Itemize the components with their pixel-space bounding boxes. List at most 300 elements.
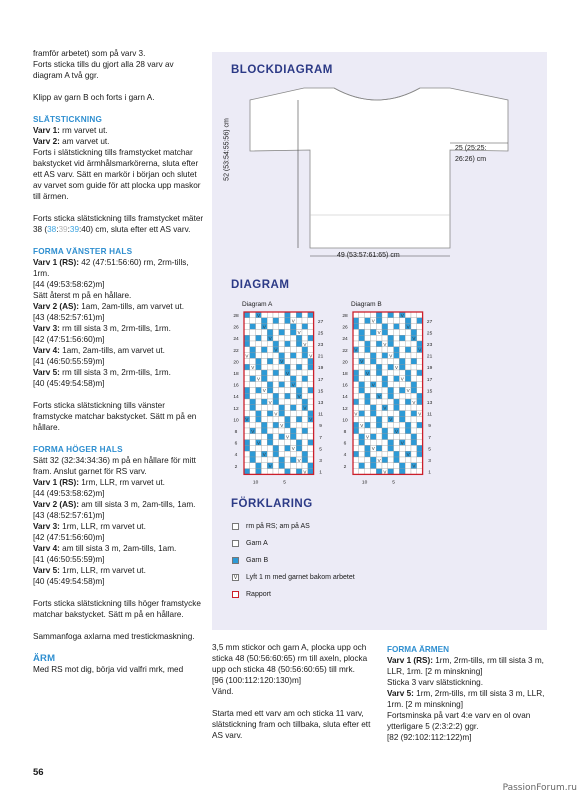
diagram-a-cell [285,405,291,411]
diagram-a-slip-symbol: V [297,330,301,336]
diagram-b-cell [376,434,382,440]
intro-text-2: Forts sticka tills du gjort alla 28 varv av diagram A två ggr. [33,60,174,80]
row-number-left: 20 [233,360,239,366]
diagram-a-cell [261,405,267,411]
diagram-a-cell [296,341,302,347]
diagram-a-cell [261,457,267,463]
diagram-a-cell [285,382,291,388]
diagram-a-cell [279,329,285,335]
diagram-a-cell [267,393,273,399]
diagram-b-cell [388,393,394,399]
row-number-right: 23 [426,343,433,348]
diagram-b-slip-symbol: V [412,463,416,469]
diagram-b-cell [365,324,371,330]
diagram-b-cell [417,382,423,388]
diagram-b-cell [359,312,365,318]
diagram-a-cell [302,382,308,388]
sweater-schematic [212,78,547,268]
diagram-b-cell [370,335,376,341]
diagram-b-cell [382,312,388,318]
diagram-a-cell [267,347,273,353]
diagram-b-cell [388,312,394,318]
diagram-b-cell [370,393,376,399]
diagram-b-cell [382,422,388,428]
diagram-a-cell [267,329,273,335]
diagram-b-cell [399,469,405,475]
diagram-b-cell [411,416,417,422]
diagram-a-cell [302,358,308,364]
row-number-right: 1 [428,470,431,476]
diagram-b-cell [394,370,400,376]
diagram-a-cell [244,318,250,324]
diagram-a-cell [296,434,302,440]
diagram-a-cell [279,451,285,457]
diagram-b-cell [376,335,382,341]
row-label: Varv 4: [33,544,60,553]
diagram-b-cell [405,329,411,335]
diagram-b-cell [382,364,388,370]
diagram-a-cell [273,457,279,463]
stitch-count: [44 (49:53:58:62)m] [33,280,105,289]
diagram-b-slip-symbol: V [418,347,422,353]
diagram-b-cell [388,347,394,353]
diagram-b-cell [376,428,382,434]
row-label: Varv 2 (AS): [33,302,79,311]
diagram-a-cell [290,451,296,457]
size-value: 39 [69,225,79,234]
row-label: Varv 2: [33,137,60,146]
diagram-b-cell [359,341,365,347]
diagram-b-cell [382,370,388,376]
diagram-b-slip-symbol: V [400,376,404,382]
diagram-b-cell [417,318,423,324]
diagram-a-slip-symbol: V [297,457,301,463]
diagram-b-slip-symbol: V [371,382,375,388]
legend-label: Lyft 1 m med garnet bakom arbetet [246,573,355,581]
diagram-a-slip-symbol: V [256,440,261,446]
diagram-a-cell [308,445,314,451]
diagram-a-cell [279,445,285,451]
diagram-a-cell [296,469,302,475]
diagram-a-cell [261,440,267,446]
diagram-a-cell [296,440,302,446]
diagram-b-cell [353,353,359,359]
diagram-b-cell [382,347,388,353]
diagram-b-cell [353,341,359,347]
diagram-a-cell [250,324,256,330]
diagram-b-cell [365,422,371,428]
row-number-left: 16 [233,383,239,389]
diagram-b-cell [411,440,417,446]
column-number: 5 [283,480,286,486]
diagram-a-cell [290,416,296,422]
diagram-a-cell [267,376,273,382]
diagram-a-cell [261,463,267,469]
diagram-a-cell [302,312,308,318]
diagram-a-label: Diagram A [242,301,273,308]
diagram-a-cell [267,422,273,428]
diagram-a-cell [250,445,256,451]
diagram-b-cell [359,370,365,376]
diagram-a-cell [273,405,279,411]
diagram-a-cell [273,399,279,405]
diagram-b-cell [365,382,371,388]
diagram-a-cell [267,324,273,330]
diagram-a-cell [308,457,314,463]
diagram-a-cell [261,353,267,359]
diagram-b-cell [359,434,365,440]
mid-text-1: 3,5 mm stickor och garn A, plocka upp och sticka 48 (50:56:60:65) rm till axeln, plocka upp och sticka 48 (50:56:60:65) till mrk. [212,643,368,674]
row-number-right: 11 [427,412,433,418]
row-number-left: 20 [342,360,348,366]
stitch-count: [41 (46:50:55:59)m] [33,357,105,366]
diagram-a-cell [244,405,250,411]
diagram-b-cell [370,416,376,422]
diagram-a-cell [244,387,250,393]
diagram-a-cell [279,370,285,376]
diagram-a-cell [296,445,302,451]
diagram-a-cell [256,353,262,359]
row-label: Varv 5: [33,368,60,377]
diagram-b-cell [370,428,376,434]
diagram-a-cell [296,353,302,359]
diagram-a-slip-symbol: V [309,417,313,423]
diagram-b-cell [388,370,394,376]
diagram-b-cell [399,318,405,324]
diagram-a-cell [256,341,262,347]
diagram-a-cell [290,335,296,341]
diagram-a-cell [256,428,262,434]
diagram-a-cell [256,393,262,399]
legend-item [232,555,268,565]
diagram-a-cell [296,318,302,324]
diagram-b-cell [370,422,376,428]
diagram-a-slip-symbol: V [285,370,290,376]
diagram-b-slip-symbol: V [406,452,410,457]
diagram-a-cell [308,428,314,434]
diagram-a-cell [308,341,314,347]
diagram-a-cell [308,318,314,324]
diagram-a-cell [290,405,296,411]
diagram-a-cell [244,324,250,330]
diagram-b-cell [353,440,359,446]
diagram-a-cell [267,370,273,376]
row-number-left: 4 [343,453,347,459]
legend-label: rm på RS; am på AS [246,522,310,530]
diagram-b-cell [382,335,388,341]
diagram-b-cell [411,445,417,451]
row-number-right: 19 [426,366,433,372]
diagram-a-cell [256,347,262,353]
size-value: 40 [81,225,91,234]
stitch-count: [43 (48:52:57:61)m] [33,511,105,520]
diagram-b-slip-symbol: V [394,365,399,370]
diagram-b-cell [382,445,388,451]
legend-item [232,572,355,582]
diagram-a-cell [302,411,308,417]
legend-swatch [232,523,239,530]
row-number-left: 4 [234,453,238,459]
diagram-b-cell [411,347,417,353]
diagram-a-cell [302,353,308,359]
section-text: Forts sticka slätstickning tills vänster framstycke matchar bakstycket. Sätt m på en hållare. [33,401,197,432]
diagram-b-cell [405,440,411,446]
diagram-a-cell [279,335,285,341]
diagram-b-cell [365,347,371,353]
diagram-b-slip-symbol: V [383,341,387,347]
diagram-b-cell [399,335,405,341]
legend-label: Rapport [246,590,271,598]
diagram-a-cell [296,387,302,393]
row-number-right: 27 [426,319,433,325]
diagram-a-cell [279,312,285,318]
diagram-b-cell [411,428,417,434]
diagram-a-cell [302,399,308,405]
diagram-b-slip-symbol: V [389,353,393,359]
diagram-a-cell [279,347,285,353]
diagram-b-cell [382,324,388,330]
diagram-b-cell [411,451,417,457]
diagram-b-cell [411,457,417,463]
diagram-a-cell [308,382,314,388]
diagram-a-cell [279,324,285,330]
diagram-a-cell [279,434,285,440]
diagram-a-cell [279,469,285,475]
diagram-b-cell [382,428,388,434]
stitch-count: [43 (48:52:57:61)m] [33,313,105,322]
diagram-a-cell [244,445,250,451]
diagram-b-cell [365,358,371,364]
diagram-a-cell [302,428,308,434]
diagram-b-cell [388,364,394,370]
diagram-a-cell [273,318,279,324]
diagram-b-cell [394,382,400,388]
diagram-b-cell [399,341,405,347]
stitch-count: [41 (46:50:55:59)m] [33,555,105,564]
diagram-b-slip-symbol: V [354,347,358,353]
diagram-a-cell [290,469,296,475]
diagram-a-cell [244,329,250,335]
row-number-right: 21 [317,354,324,360]
diagram-a-cell [290,347,296,353]
diagram-a-cell [261,341,267,347]
diagram-b-cell [353,416,359,422]
diagram-a-cell [279,463,285,469]
diagram-a-cell [285,364,291,370]
diagram-b-cell [365,335,371,341]
intro-text-3: Klipp av garn B och forts i garn A. [33,93,155,102]
diagram-b-cell [417,353,423,359]
diagram-a-cell [250,312,256,318]
diagram-a-cell [250,405,256,411]
diagram-a-cell [244,376,250,382]
row-number-right: 3 [428,459,431,464]
diagram-b-cell [365,399,371,405]
diagram-b-cell [405,463,411,469]
diagram-a-cell [285,393,291,399]
diagram-b-cell [388,411,394,417]
diagram-b-cell [353,422,359,428]
diagram-b-cell [388,469,394,475]
diagram-b-cell [388,434,394,440]
row-number-left: 18 [233,372,239,377]
row-text: 1am, 2am-tills, am varvet ut. [78,302,185,311]
diagram-b-cell [359,463,365,469]
diagram-a-cell [261,382,267,388]
row-label: Varv 1 (RS): [387,656,433,665]
diagram-b-cell [399,387,405,393]
row-number-right: 25 [317,331,324,337]
knitting-charts [212,300,547,495]
diagram-a-cell [250,370,256,376]
diagram-a-cell [261,411,267,417]
diagram-a-slip-symbol: V [256,312,261,318]
diagram-b-cell [370,324,376,330]
diagram-a-slip-symbol: V [268,463,272,469]
row-text: 1rm, LLR, rm varvet ut. [59,522,146,531]
diagram-a-cell [273,364,279,370]
diagram-a-cell [308,393,314,399]
diagram-a-cell [290,376,296,382]
row-number-left: 22 [342,348,348,354]
row-text: rm till sista 3 m, 2rm-tills, 1rm. [59,368,171,377]
diagram-a-slip-symbol: V [303,469,307,475]
diagram-b-cell [411,341,417,347]
diagram-b-cell [394,416,400,422]
diagram-a-slip-symbol: V [274,411,278,417]
diagram-b-cell [399,382,405,388]
diagram-b-cell [376,422,382,428]
diagram-a-cell [296,312,302,318]
diagram-a-cell [250,416,256,422]
diagram-b-cell [370,347,376,353]
diagram-a-cell [267,451,273,457]
diagram-a-cell [296,364,302,370]
diagram-b-cell [405,411,411,417]
diagram-a-cell [250,457,256,463]
sweater-outline [250,88,508,248]
diagram-a-cell [285,347,291,353]
diagram-a-cell [256,364,262,370]
diagram-a-cell [267,457,273,463]
diagram-b-cell [411,329,417,335]
diagram-a-cell [244,382,250,388]
diagram-b-cell [365,341,371,347]
diagram-b-cell [405,382,411,388]
row-number-left: 14 [233,395,239,401]
diagram-b-cell [370,329,376,335]
diagram-b-cell [411,358,417,364]
diagram-b-cell [417,335,423,341]
diagram-b-cell [417,416,423,422]
diagram-b-cell [417,341,423,347]
legend-swatch: V [233,574,238,581]
section-text: Med RS mot dig, börja vid valfri mrk, med [33,665,184,674]
diagram-b-cell [399,370,405,376]
diagram-b-cell [370,358,376,364]
diagram-b-slip-symbol: V [406,324,410,330]
diagram-a-cell [308,370,314,376]
diagram-a-cell [256,405,262,411]
diagram-a-cell [302,416,308,422]
diagram-b-cell [353,376,359,382]
diagram-a-cell [256,422,262,428]
diagram-a-cell [250,341,256,347]
diagram-a-cell [279,411,285,417]
diagram-a-slip-symbol: V [256,376,261,382]
diagram-a-cell [290,329,296,335]
diagram-a-cell [302,457,308,463]
diagram-a-slip-symbol: V [291,382,295,388]
diagram-a-cell [308,434,314,440]
diagram-b-cell [417,445,423,451]
row-number-right: 13 [426,401,433,406]
diagram-b-cell [417,329,423,335]
diagram-a-cell [296,358,302,364]
diagram-b-cell [405,370,411,376]
diagram-b-cell [405,405,411,411]
diagram-a-cell [279,364,285,370]
diagram-a-cell [261,318,267,324]
diagram-b-cell [394,463,400,469]
diagram-b-cell [365,393,371,399]
middle-column [212,642,372,752]
diagram-a-cell [273,445,279,451]
diagram-b-cell [388,457,394,463]
section-text: Forts sticka slätstickning tills framstycket mäter 38 ( [33,214,204,234]
diagram-a-cell [296,422,302,428]
diagram-b-slip-symbol: V [418,411,422,417]
diagram-b-cell [376,341,382,347]
diagram-b-cell [405,353,411,359]
diagram-a-cell [273,440,279,446]
diagram-b-cell [382,376,388,382]
diagram-b-cell [353,318,359,324]
row-number-left: 2 [234,464,238,470]
diagram-b-cell [405,358,411,364]
diagram-b-cell [376,451,382,457]
diagram-a-cell [302,364,308,370]
diagram-a-cell [250,451,256,457]
diagram-b-cell [382,387,388,393]
diagram-b-cell [353,463,359,469]
diagram-a-cell [273,469,279,475]
diagram-b-cell [388,387,394,393]
diagram-a-cell [296,382,302,388]
diagram-b-cell [411,422,417,428]
diagram-a-slip-symbol: V [303,405,307,411]
diagram-a-cell [302,370,308,376]
diagram-b-cell [376,387,382,393]
diagram-b-cell [394,422,400,428]
diagram-b-cell [399,405,405,411]
diagram-b-cell [417,312,423,318]
diagram-a-cell [290,364,296,370]
diagram-b-cell [399,463,405,469]
diagram-a-cell [256,329,262,335]
diagram-a-cell [261,335,267,341]
diagram-b-cell [405,428,411,434]
diagram-b-cell [417,434,423,440]
diagram-b-cell [359,387,365,393]
mid-text-4: Starta med ett varv am och sticka 11 varv, slätstickning fram och tillbaka, sluta efter ett AS varv. [212,709,371,740]
row-text: am till sista 3 m, 2am-tills, 1am. [59,544,177,553]
diagram-b-cell [405,434,411,440]
diagram-b-cell [405,399,411,405]
diagram-a-cell [279,353,285,359]
diagram-b-cell [411,411,417,417]
diagram-a-cell [273,434,279,440]
